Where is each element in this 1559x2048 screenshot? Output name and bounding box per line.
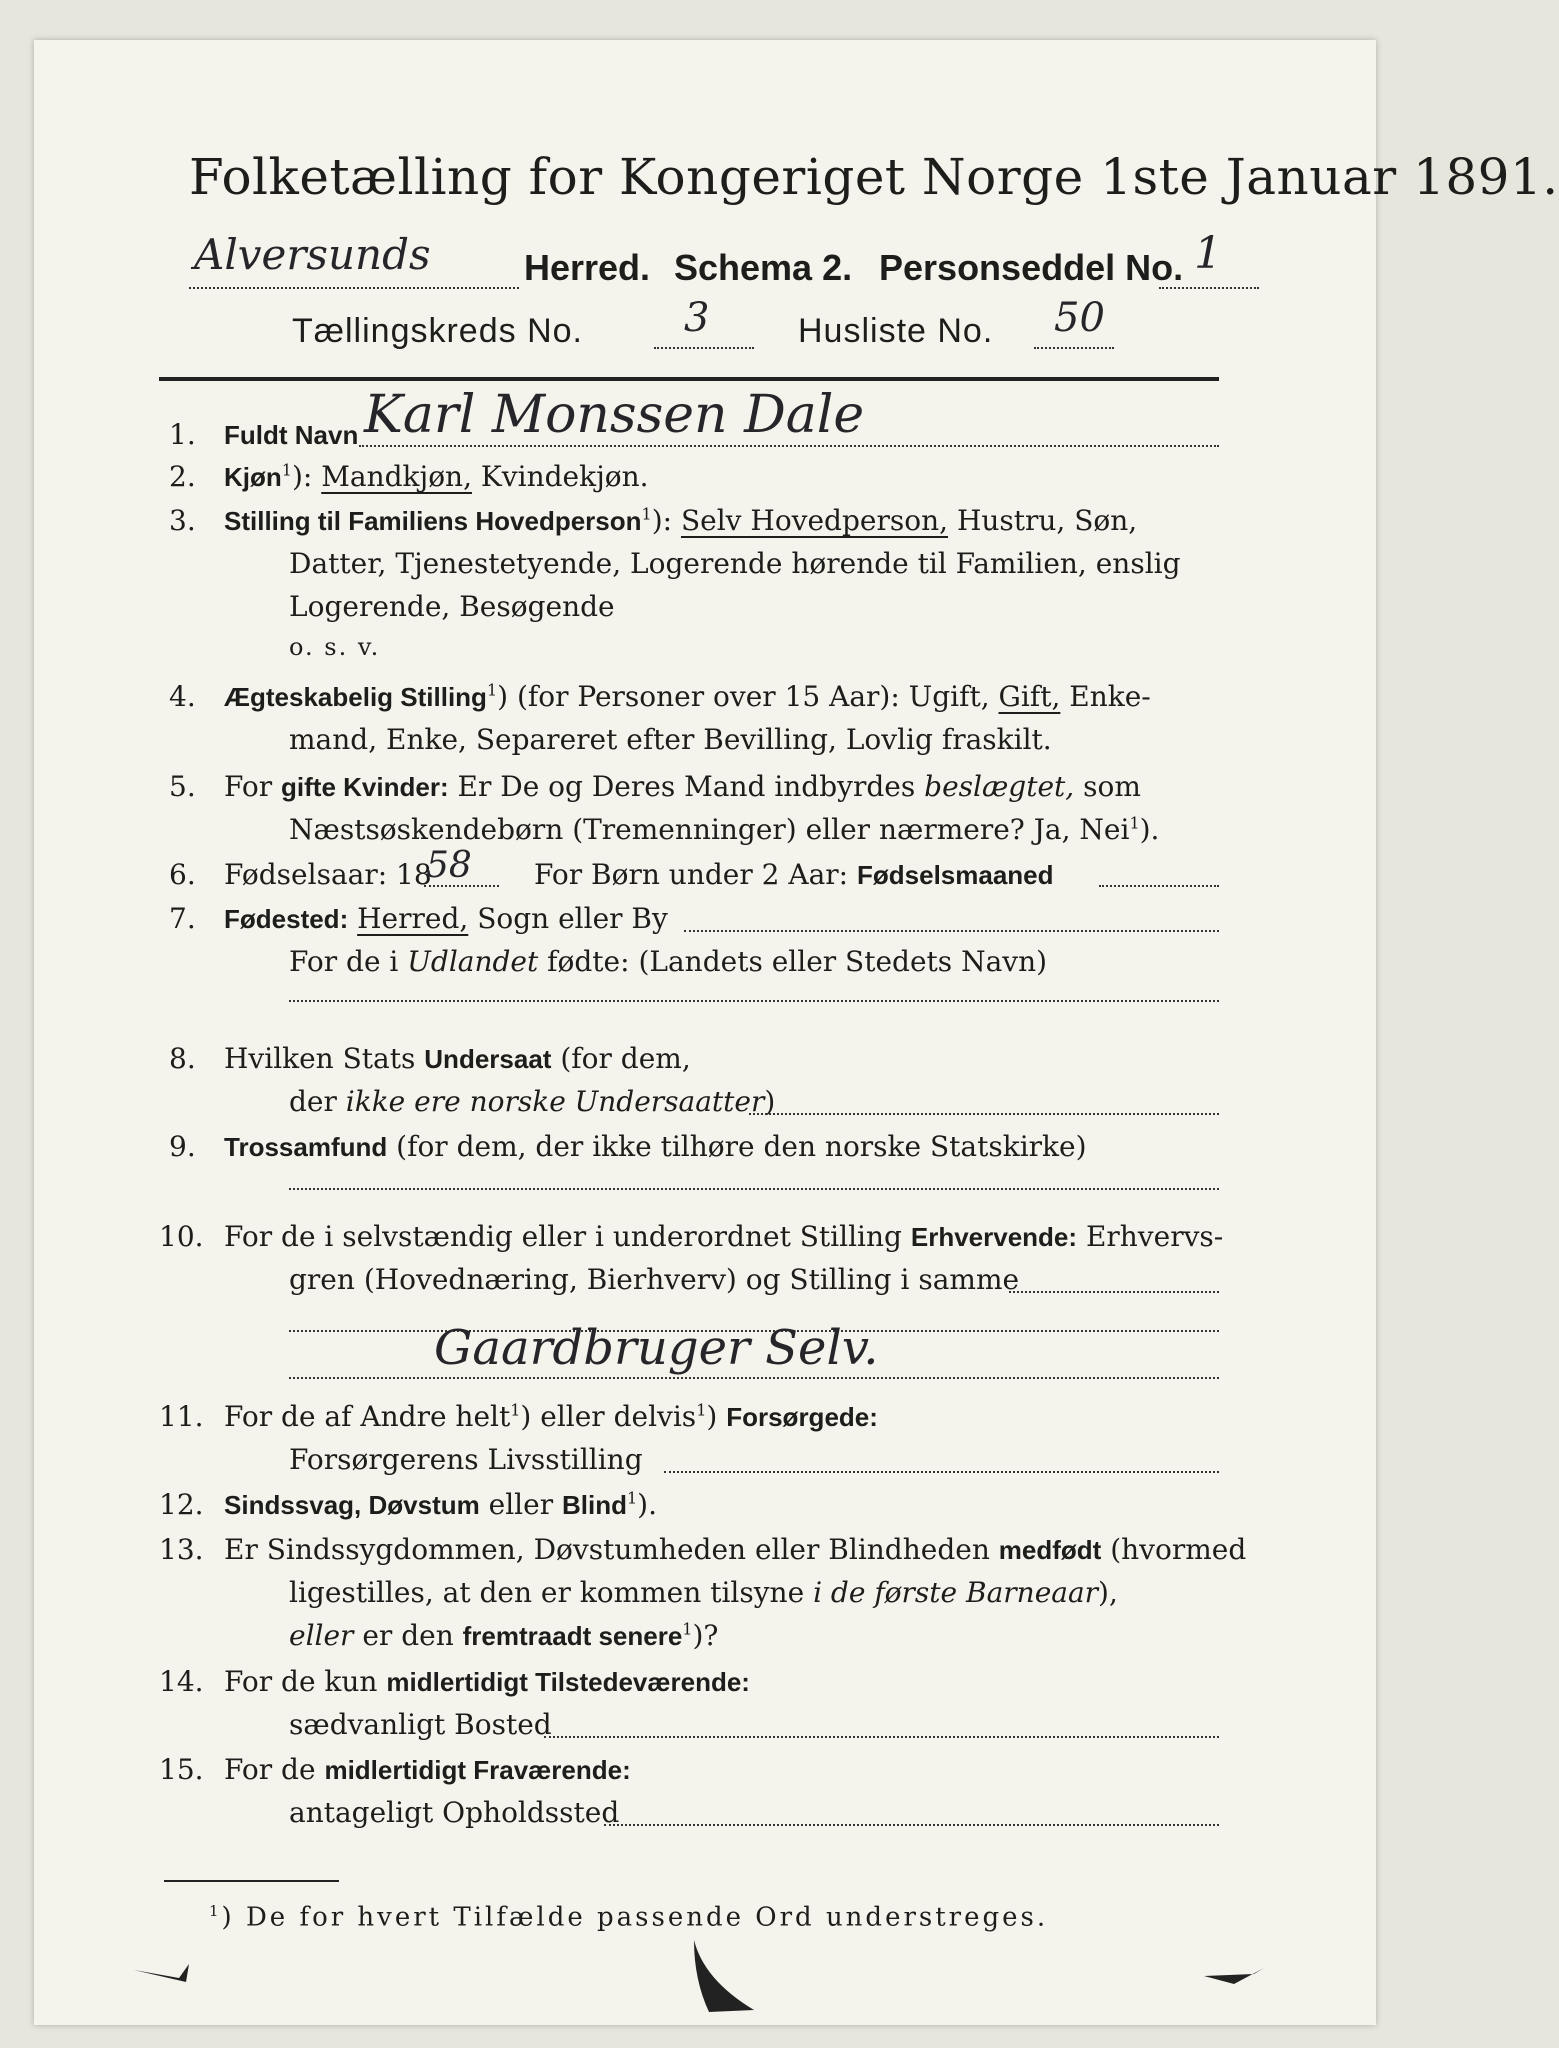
q4-end: Enke- [1069, 680, 1151, 713]
q2-colon: ): [291, 460, 313, 493]
q6-text: For Børn under 2 Aar: [534, 858, 849, 891]
q1-line [224, 418, 358, 451]
q10-line [224, 1220, 1223, 1253]
item-number: 2. [169, 460, 196, 493]
q7-text: Sogn eller By [477, 902, 668, 935]
q10-line2: gren (Hovednæring, Bierhverv) og Stilling i samme [289, 1263, 1020, 1296]
q13-line3 [289, 1619, 718, 1652]
q15-text: For de [224, 1753, 316, 1786]
q3-option-selected: Selv Hovedperson, [680, 504, 949, 537]
q3-line3: Logerende, Besøgende [289, 590, 615, 623]
footnote-mark: 1 [209, 1902, 222, 1920]
q8-line2i: ikke ere norske Undersaatter [345, 1085, 765, 1118]
q3-line4: o. s. v. [289, 633, 381, 661]
q12-text: eller [488, 1488, 554, 1521]
q10-dotted-line-3 [289, 1377, 1219, 1379]
q14-line [224, 1665, 750, 1698]
q5-line2-wrap [289, 813, 1159, 846]
binding-mark [694, 1940, 754, 2012]
item-number: 1. [169, 418, 196, 451]
q7-line2 [289, 945, 1047, 978]
q15-line [224, 1753, 631, 1786]
q7-line2b: fødte: (Landets eller Stedets Navn) [547, 945, 1048, 978]
herred-dotted-line [189, 287, 519, 289]
q12-bold2: Blind [561, 1490, 627, 1520]
item-number: 10. [159, 1220, 204, 1253]
q8-line2 [289, 1085, 775, 1118]
q15-bold: midlertidigt Fraværende: [324, 1755, 631, 1785]
item-number: 14. [159, 1665, 204, 1698]
q8-b: (for dem, [560, 1042, 691, 1075]
herred-label: Herred. [524, 247, 651, 288]
q15-line2: antageligt Opholdssted [289, 1796, 620, 1829]
item-number: 6. [169, 858, 196, 891]
q3-sup: 1 [641, 504, 652, 524]
item-number: 3. [169, 504, 196, 537]
q5-sup: 1 [1129, 813, 1140, 833]
q12-line [224, 1488, 657, 1521]
q1-label: Fuldt Navn [224, 420, 359, 450]
q10-bold: Erhvervende: [910, 1222, 1078, 1252]
q7-option-herred: Herred, [357, 902, 469, 935]
taellingskreds-value: 3 [684, 295, 710, 341]
q5-line [224, 770, 1141, 803]
q7-line2i: Udlandet [407, 945, 539, 978]
q5-text: Er De og Deres Mand indbyrdes [457, 770, 916, 803]
q13-line2 [289, 1576, 1118, 1609]
q12-close: ). [637, 1488, 657, 1521]
q7-line [224, 902, 668, 935]
taellingskreds-dotted-line [654, 347, 754, 349]
item-number: 11. [159, 1400, 204, 1433]
q7-line2a: For de i [289, 945, 399, 978]
q11-line [224, 1400, 878, 1433]
q5-italic: beslægtet, [924, 770, 1075, 803]
personseddel-dotted-line [1159, 287, 1259, 289]
q13-line3bold: fremtraadt senere [462, 1621, 683, 1651]
q14-dotted-line [544, 1736, 1219, 1738]
q11-text: For de af Andre helt [224, 1400, 511, 1433]
q4-sup: 1 [486, 680, 498, 700]
q3-label: Stilling til Familiens Hovedperson [224, 506, 642, 536]
husliste-dotted-line [1034, 347, 1114, 349]
q9-dotted-line [289, 1188, 1219, 1190]
q6-month-dotted-line [1099, 885, 1219, 887]
q8-dotted-line [749, 1113, 1219, 1115]
q6-birthyear-value: 58 [426, 845, 472, 886]
q13-line2b: ), [1098, 1576, 1118, 1609]
q6-year-dotted-line [424, 885, 499, 887]
q8-line2a: der [289, 1085, 337, 1118]
item-number: 7. [169, 902, 196, 935]
q8-line [224, 1042, 691, 1075]
q8-bold: Undersaat [424, 1044, 552, 1074]
q6-bold: Fødselsmaaned [857, 860, 1054, 890]
q2-option-kvindekjon: Kvindekjøn. [480, 460, 649, 493]
item-number: 5. [169, 770, 196, 803]
q3-line [224, 504, 1137, 537]
q4-text: ) (for Personer over 15 Aar): Ugift, [497, 680, 990, 713]
q13-line3a: er den [362, 1619, 454, 1652]
q13-sup: 1 [682, 1619, 693, 1639]
census-form-page [34, 40, 1559, 2025]
q9-text: (for dem, der ikke tilhøre den norske Statskirke) [396, 1130, 1087, 1163]
scan-marks [94, 1940, 1314, 2020]
q13-line2i: i de første Barneaar [813, 1576, 1099, 1609]
q7-label: Fødested: [224, 904, 349, 934]
q11-close: ) [706, 1400, 718, 1433]
q11-sup2: 1 [696, 1400, 707, 1420]
q11-line2: Forsørgerens Livsstilling [289, 1443, 643, 1476]
taellingskreds-label: Tællingskreds No. [292, 312, 583, 350]
q5-label: gifte Kvinder: [281, 772, 449, 802]
q5-for: For [224, 770, 273, 803]
q11-mid: ) eller delvis [520, 1400, 697, 1433]
item-number: 13. [159, 1533, 204, 1566]
q8-a: Hvilken Stats [224, 1042, 416, 1075]
q5-close: ). [1139, 813, 1160, 846]
q6-rest [534, 858, 1054, 891]
q10-dotted-line [1009, 1291, 1219, 1293]
q10-text: For de i selvstændig eller i underordnet Stilling [224, 1220, 902, 1253]
item-number: 4. [169, 680, 196, 713]
q9-line [224, 1130, 1087, 1163]
q3-colon: ): [651, 504, 673, 537]
q2-line [224, 460, 649, 493]
q5-line2: Næstsøskendebørn (Tremenninger) eller nærmere? Ja, Nei [289, 813, 1130, 846]
q12-bold: Sindssvag, Døvstum [224, 1490, 480, 1520]
schema-label: Schema 2. [674, 247, 853, 288]
q2-option-mandkjon: Mandkjøn, [321, 460, 472, 493]
q7-dotted-line [684, 930, 1219, 932]
q14-line2: sædvanligt Bosted [289, 1708, 552, 1741]
q2-label: Kjøn [224, 462, 282, 492]
q4-option-gift: Gift, [998, 680, 1061, 713]
q3-line2: Datter, Tjenestetyende, Logerende hørende til Familien, enslig [289, 547, 1181, 580]
q13-close: )? [692, 1619, 719, 1652]
form-title: Folketælling for Kongeriget Norge 1ste Januar 1891. [189, 148, 1559, 206]
q14-text: For de kun [224, 1665, 378, 1698]
footnote [209, 1902, 1048, 1933]
q13-bold: medfødt [998, 1535, 1102, 1565]
item-number: 15. [159, 1753, 204, 1786]
footnote-text: ) De for hvert Tilfælde passende Ord understreges. [221, 1902, 1049, 1933]
q1-dotted-line [359, 445, 1219, 447]
corner-mark-left [134, 1964, 189, 1982]
q10-occupation-value: Gaardbruger Selv. [434, 1320, 879, 1376]
q4-label: Ægteskabelig Stilling [224, 682, 487, 712]
husliste-label: Husliste No. [798, 312, 994, 350]
q13-line3i: eller [289, 1619, 354, 1652]
q1-name-value: Karl Monssen Dale [364, 385, 865, 445]
herred-handwritten: Alversunds [194, 230, 431, 279]
personseddel-value: 1 [1194, 228, 1222, 279]
q13-line2a: ligestilles, at den er kommen tilsyne [289, 1576, 805, 1609]
q6-label: Fødselsaar: 18 [224, 858, 432, 891]
q2-sup: 1 [281, 460, 292, 480]
q13-line [224, 1533, 1246, 1566]
q9-bold: Trossamfund [224, 1132, 388, 1162]
q12-sup: 1 [626, 1488, 638, 1508]
q10-end: Erhvervs- [1085, 1220, 1224, 1253]
q13-text: Er Sindssygdommen, Døvstumheden eller Blindheden [224, 1533, 990, 1566]
q3-options-rest: Hustru, Søn, [956, 504, 1138, 537]
q14-bold: midlertidigt Tilstedeværende: [386, 1667, 750, 1697]
q13-end: (hvormed [1110, 1533, 1247, 1566]
q11-sup1: 1 [510, 1400, 521, 1420]
q11-bold: Forsørgede: [726, 1402, 878, 1432]
q8-line2b: ) [764, 1085, 776, 1118]
q4-line2: mand, Enke, Separeret efter Bevilling, Lovlig fraskilt. [289, 723, 1052, 756]
footnote-rule [164, 1880, 339, 1882]
corner-mark-right [1204, 1968, 1264, 1984]
q7-foreign-dotted-line [289, 1000, 1219, 1002]
item-number: 8. [169, 1042, 196, 1075]
item-number: 12. [159, 1488, 204, 1521]
item-number: 9. [169, 1130, 196, 1163]
header-rule [159, 377, 1219, 381]
q11-dotted-line [664, 1471, 1219, 1473]
q15-dotted-line [604, 1824, 1219, 1826]
personseddel-label: Personseddel No. [879, 247, 1184, 288]
husliste-value: 50 [1054, 295, 1105, 341]
q5-end: som [1083, 770, 1141, 803]
q4-line [224, 680, 1151, 713]
